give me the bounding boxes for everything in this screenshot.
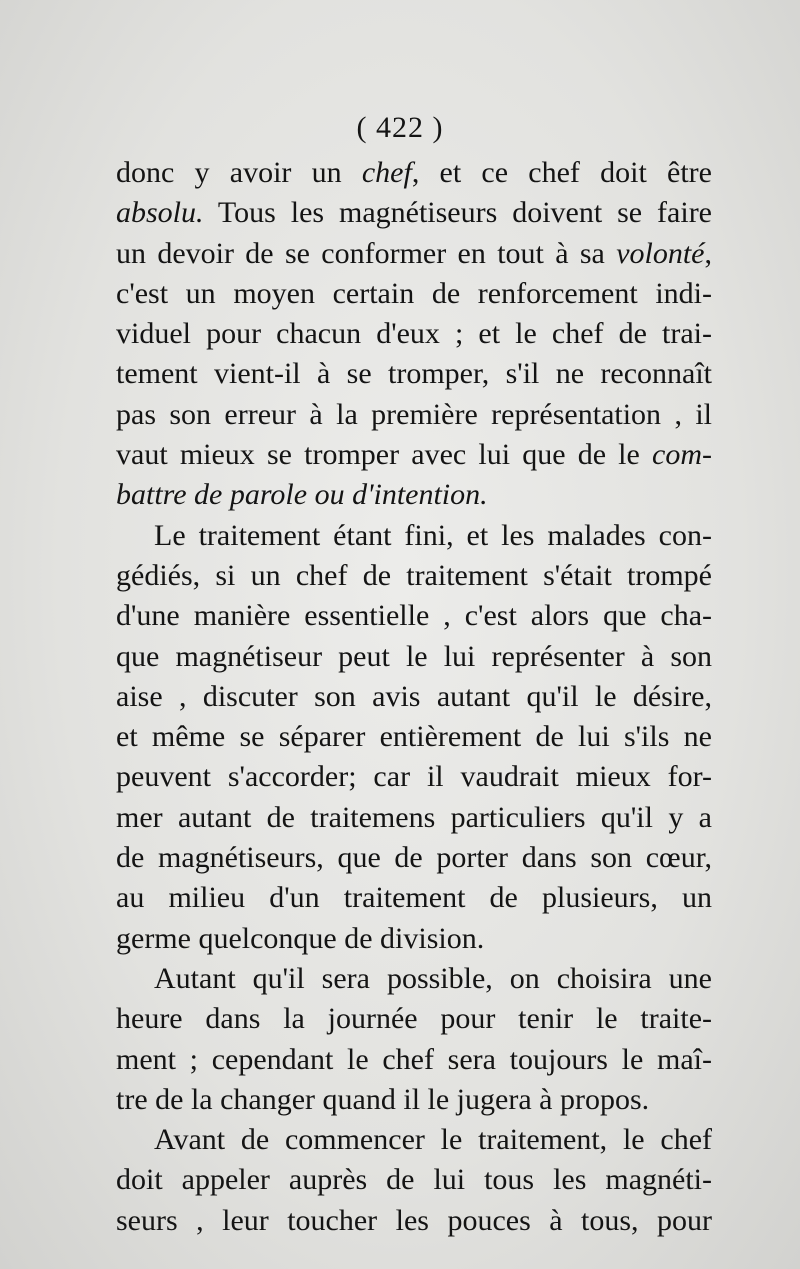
- text-segment: que magnétiseur peut le lui représenter à son: [116, 639, 712, 673]
- text-line: [116, 596, 712, 636]
- text-line: [116, 1201, 712, 1241]
- text-segment: gédiés, si un chef de traitement s'était trompé: [116, 558, 712, 592]
- text-line: [116, 999, 712, 1039]
- text-segment: mer autant de traitemens particuliers qu'il y a: [116, 800, 712, 834]
- text-line: [116, 475, 712, 515]
- text-segment: germe quelconque de division.: [116, 921, 485, 955]
- text-line: [116, 959, 712, 999]
- text-segment: donc y avoir un: [116, 156, 362, 189]
- italic-text: chef: [361, 156, 412, 189]
- text-line: [116, 757, 712, 797]
- text-segment: tement vient-il à se tromper, s'il ne reconnaît: [116, 357, 712, 391]
- text-line: [116, 878, 712, 918]
- text-segment: , et ce chef doit être: [411, 156, 712, 189]
- text-line: [116, 717, 712, 757]
- text-segment: Le traitement étant fini, et les malades con-: [154, 518, 712, 552]
- text-segment: c'est un moyen certain de renforcement indi-: [116, 276, 712, 310]
- text-line: [116, 274, 712, 314]
- text-segment: peuvent s'accorder; car il vaudrait mieux for-: [116, 760, 712, 794]
- text-segment: et même se séparer entièrement de lui s'ils ne: [116, 720, 712, 754]
- text-line: [116, 798, 712, 838]
- page-number: ( 422 ): [356, 111, 444, 144]
- body-text: [116, 153, 712, 1241]
- text-segment: Autant qu'il sera possible, on choisira une: [154, 961, 712, 995]
- text-line: [116, 677, 712, 717]
- text-line: [116, 153, 712, 193]
- text-segment: heure dans la journée pour tenir le traite-: [116, 1002, 712, 1036]
- text-line: [116, 919, 712, 959]
- text-segment: vaut mieux se tromper avec lui que de le: [116, 438, 653, 472]
- text-line: [116, 637, 712, 677]
- text-line: [116, 395, 712, 435]
- text-segment: d'une manière essentielle , c'est alors que cha-: [116, 599, 712, 633]
- text-line: [116, 234, 712, 274]
- text-segment: seurs , leur toucher les pouces à tous, pour: [116, 1203, 712, 1237]
- text-segment: ment ; cependant le chef sera toujours le maî-: [116, 1042, 712, 1076]
- text-segment: aise , discuter son avis autant qu'il le désire,: [116, 679, 712, 713]
- text-segment: au milieu d'un traitement de plusieurs, un: [116, 881, 712, 915]
- text-line: [116, 1040, 712, 1080]
- text-segment: doit appeler auprès de lui tous les magnéti-: [116, 1163, 712, 1197]
- italic-text: battre de parole ou d'intention.: [116, 478, 488, 512]
- text-line: [116, 193, 712, 233]
- text-line: [116, 435, 712, 475]
- text-segment: tre de la changer quand il le jugera à propos.: [116, 1082, 650, 1116]
- text-line: [116, 838, 712, 878]
- text-segment: Tous les magnétiseurs doivent se faire: [203, 196, 712, 230]
- text-line: [116, 314, 712, 354]
- text-segment: ,: [704, 236, 712, 270]
- text-segment: de magnétiseurs, que de porter dans son cœur,: [116, 841, 712, 875]
- text-line: [116, 1080, 712, 1120]
- text-segment: viduel pour chacun d'eux ; et le chef de trai-: [116, 317, 712, 351]
- text-line: [116, 354, 712, 394]
- text-line: [116, 1160, 712, 1200]
- italic-text: volonté: [616, 236, 705, 270]
- text-line: [116, 556, 712, 596]
- italic-text: com-: [652, 438, 712, 472]
- text-line: [116, 1120, 712, 1160]
- italic-text: absolu.: [116, 196, 204, 230]
- text-line: [116, 516, 712, 556]
- text-segment: pas son erreur à la première représentation , il: [116, 397, 712, 431]
- text-segment: Avant de commencer le traitement, le chef: [154, 1123, 712, 1157]
- text-segment: un devoir de se conformer en tout à sa: [116, 236, 617, 270]
